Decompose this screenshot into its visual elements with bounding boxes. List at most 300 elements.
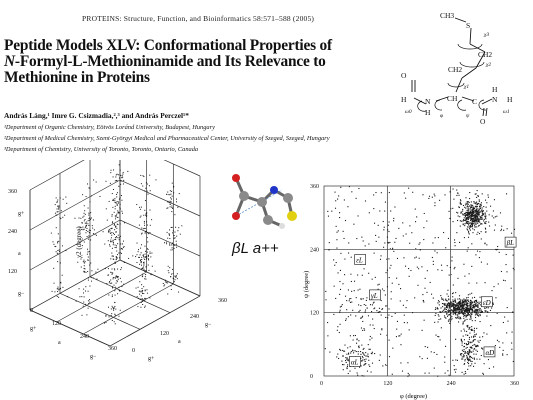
data-point (371, 353, 372, 354)
data-point (340, 310, 341, 311)
torsion-chi1: χ1 (464, 84, 470, 90)
data-point-3d (136, 288, 137, 289)
data-point-3d (169, 233, 170, 234)
data-point (450, 306, 451, 307)
data-point (351, 301, 352, 302)
data-point (466, 307, 467, 308)
data-point (467, 227, 468, 228)
data-point (489, 368, 490, 369)
data-point-3d (117, 180, 118, 181)
data-point (462, 304, 463, 305)
data-point-3d (106, 208, 107, 209)
data-point (454, 300, 455, 301)
data-point-3d (57, 296, 58, 297)
data-point (469, 307, 470, 308)
data-point (466, 319, 467, 320)
data-point (339, 349, 340, 350)
data-point (462, 301, 463, 302)
data-point-3d (82, 315, 83, 316)
data-point (381, 328, 382, 329)
data-point (474, 330, 475, 331)
data-point-3d (150, 253, 151, 254)
data-point (468, 306, 469, 307)
data-point (458, 312, 459, 313)
data-point (440, 295, 441, 296)
data-point (364, 304, 365, 305)
data-point (466, 355, 467, 356)
data-point (465, 302, 466, 303)
data-point-3d (91, 218, 92, 219)
data-point (492, 290, 493, 291)
data-point (460, 306, 461, 307)
data-point (464, 304, 465, 305)
data-point-3d (120, 223, 121, 224)
data-point-3d (174, 276, 175, 277)
data-point (474, 328, 475, 329)
data-point-3d (121, 195, 122, 196)
data-point-3d (167, 238, 168, 239)
data-point (463, 220, 464, 221)
data-point (344, 199, 345, 200)
data-point-3d (170, 194, 171, 195)
data-point (463, 310, 464, 311)
data-point (474, 219, 475, 220)
data-point-3d (172, 247, 173, 248)
data-point (456, 195, 457, 196)
data-point-3d (53, 268, 54, 269)
y-tick-240: 240 (190, 314, 199, 320)
data-point-3d (81, 296, 82, 297)
data-point (345, 296, 346, 297)
data-point (475, 303, 476, 304)
data-point (513, 255, 514, 256)
data-point (467, 359, 468, 360)
data-point-3d (86, 228, 87, 229)
data-point-3d (117, 257, 118, 258)
data-point-3d (109, 281, 110, 282)
data-point-3d (112, 256, 113, 257)
data-point (465, 197, 466, 198)
data-point (345, 320, 346, 321)
data-point (388, 231, 389, 232)
data-point (394, 206, 395, 207)
data-point (483, 213, 484, 214)
data-point (459, 216, 460, 217)
data-point-3d (176, 247, 177, 248)
data-point (366, 356, 367, 357)
floor-grid-line (120, 260, 200, 296)
data-point-3d (120, 236, 121, 237)
data-point (470, 204, 471, 205)
data-point (472, 221, 473, 222)
data-point (478, 221, 479, 222)
data-point-3d (115, 232, 116, 233)
data-point (363, 240, 364, 241)
data-point (468, 353, 469, 354)
data-point (448, 319, 449, 320)
data-point (469, 314, 470, 315)
data-point (483, 206, 484, 207)
side-wall-grid-line (120, 160, 200, 176)
data-point (487, 312, 488, 313)
data-point (414, 257, 415, 258)
data-point-3d (57, 201, 58, 202)
data-point (457, 193, 458, 194)
data-point (481, 210, 482, 211)
data-point (497, 249, 498, 250)
data-point-3d (114, 200, 115, 201)
data-point-3d (176, 201, 177, 202)
data-point (449, 311, 450, 312)
data-point (465, 300, 466, 301)
torsion-chi2: χ2 (486, 62, 492, 68)
data-point-3d (88, 300, 89, 301)
data-point (456, 306, 457, 307)
data-point (415, 248, 416, 249)
data-point-3d (84, 229, 85, 230)
data-point (470, 222, 471, 223)
data-point-3d (117, 224, 118, 225)
data-point-3d (123, 183, 124, 184)
data-point (475, 214, 476, 215)
data-point-3d (86, 230, 87, 231)
data-point (471, 314, 472, 315)
data-point (392, 283, 393, 284)
x-tick-240: 240 (80, 334, 89, 340)
conformer-label: βL a++ (232, 240, 279, 257)
data-point-3d (141, 228, 142, 229)
data-point (479, 303, 480, 304)
atom-h-n2a: H (492, 85, 498, 94)
data-point-3d (94, 229, 95, 230)
data-point-3d (109, 316, 110, 317)
data-point-3d (88, 208, 89, 209)
data-point (468, 208, 469, 209)
data-point (361, 361, 362, 362)
data-point-3d (108, 268, 109, 269)
data-point (466, 297, 467, 298)
data-point-3d (144, 221, 145, 222)
data-point (432, 242, 433, 243)
data-point (419, 356, 420, 357)
data-point (475, 314, 476, 315)
data-point-3d (139, 264, 140, 265)
data-point (471, 266, 472, 267)
data-point-3d (115, 315, 116, 316)
data-point (437, 252, 438, 253)
data-point (336, 239, 337, 240)
y-tick-label: 0 (310, 374, 313, 380)
data-point (470, 347, 471, 348)
affiliation-2: ²Department of Medical Chemistry, Szent-Györgyi Medical and Pharmaceutical Center, University of Szeged, Szeged, Hungary (4, 135, 330, 142)
data-point-3d (149, 210, 150, 211)
data-point-3d (171, 191, 172, 192)
data-point (479, 220, 480, 221)
data-point (370, 324, 371, 325)
data-point-3d (170, 190, 171, 191)
data-point (476, 328, 477, 329)
data-point (425, 278, 426, 279)
data-point (464, 349, 465, 350)
data-point (464, 303, 465, 304)
data-point (342, 364, 343, 365)
data-point (489, 214, 490, 215)
data-point (435, 309, 436, 310)
data-point (468, 224, 469, 225)
data-point (372, 304, 373, 305)
data-point-3d (108, 307, 109, 308)
data-point-3d (148, 233, 149, 234)
data-point (479, 212, 480, 213)
data-point (393, 218, 394, 219)
data-point (441, 265, 442, 266)
data-point (499, 252, 500, 253)
data-point (500, 212, 501, 213)
data-point-3d (122, 213, 123, 214)
data-point (357, 338, 358, 339)
data-point (467, 303, 468, 304)
data-point-3d (114, 225, 115, 226)
data-point (471, 205, 472, 206)
data-point-3d (83, 306, 84, 307)
data-point (448, 321, 449, 322)
data-point-3d (118, 202, 119, 203)
data-point-3d (64, 215, 65, 216)
data-point (481, 231, 482, 232)
data-point-3d (93, 233, 94, 234)
data-point-3d (179, 193, 180, 194)
data-point (469, 212, 470, 213)
data-point-3d (117, 254, 118, 255)
data-point (477, 345, 478, 346)
data-point (471, 243, 472, 244)
data-point-3d (113, 308, 114, 309)
data-point (385, 364, 386, 365)
data-point (456, 318, 457, 319)
z-tick-gplus: g+ (18, 211, 25, 217)
data-point (471, 348, 472, 349)
data-point (402, 371, 403, 372)
data-point-3d (141, 268, 142, 269)
data-point (474, 344, 475, 345)
data-point-3d (112, 287, 113, 288)
data-point-3d (60, 238, 61, 239)
data-point (346, 354, 347, 355)
data-point (380, 255, 381, 256)
data-point (439, 200, 440, 201)
side-wall-grid-line (120, 220, 200, 256)
data-point-3d (84, 265, 85, 266)
data-point (506, 332, 507, 333)
data-point-3d (144, 223, 145, 224)
data-point (412, 312, 413, 313)
data-point (470, 220, 471, 221)
data-point (409, 225, 410, 226)
data-point-3d (116, 280, 117, 281)
data-point-3d (58, 208, 59, 209)
data-point-3d (172, 249, 173, 250)
data-point (481, 310, 482, 311)
data-point (354, 368, 355, 369)
data-point (474, 226, 475, 227)
data-point (350, 274, 351, 275)
data-point (471, 304, 472, 305)
data-point-3d (51, 233, 52, 234)
data-point (362, 357, 363, 358)
data-point-3d (83, 289, 84, 290)
data-point (460, 202, 461, 203)
data-point (472, 358, 473, 359)
data-point-3d (148, 256, 149, 257)
data-point-3d (86, 196, 87, 197)
data-point (455, 312, 456, 313)
data-point (464, 346, 465, 347)
data-point-3d (127, 171, 128, 172)
data-point (378, 237, 379, 238)
data-point (468, 343, 469, 344)
data-point (464, 360, 465, 361)
data-point (461, 221, 462, 222)
data-point (455, 245, 456, 246)
data-point-3d (142, 299, 143, 300)
data-point (467, 216, 468, 217)
data-point (471, 351, 472, 352)
data-point (338, 272, 339, 273)
data-point (456, 190, 457, 191)
data-point (422, 330, 423, 331)
data-point (484, 307, 485, 308)
data-point-3d (148, 265, 149, 266)
data-point (442, 306, 443, 307)
data-point (346, 318, 347, 319)
data-point (446, 306, 447, 307)
data-point (440, 339, 441, 340)
data-point (462, 209, 463, 210)
data-point (374, 253, 375, 254)
y-tick-gminus: g− (205, 322, 212, 328)
data-point-3d (88, 308, 89, 309)
data-point (481, 238, 482, 239)
data-point (459, 311, 460, 312)
data-point (472, 309, 473, 310)
data-point-3d (93, 179, 94, 180)
data-point-3d (148, 258, 149, 259)
data-point (471, 218, 472, 219)
data-point-3d (168, 266, 169, 267)
data-point (346, 359, 347, 360)
data-point (468, 237, 469, 238)
data-point (467, 221, 468, 222)
data-point-3d (116, 196, 117, 197)
data-point (459, 313, 460, 314)
data-point (451, 309, 452, 310)
data-point-3d (117, 210, 118, 211)
data-point-3d (74, 218, 75, 219)
data-point (354, 290, 355, 291)
data-point (467, 351, 468, 352)
data-point-3d (83, 302, 84, 303)
data-point (342, 283, 343, 284)
data-point (482, 211, 483, 212)
data-point-3d (87, 231, 88, 232)
data-point (350, 302, 351, 303)
data-point (489, 225, 490, 226)
data-point (479, 216, 480, 217)
data-point (469, 233, 470, 234)
data-point (433, 261, 434, 262)
data-point-3d (85, 304, 86, 305)
title-n-prefix: N (4, 53, 15, 70)
data-point-3d (89, 220, 90, 221)
data-point (469, 339, 470, 340)
data-point (357, 274, 358, 275)
data-point-3d (146, 182, 147, 183)
data-point (389, 277, 390, 278)
data-point-3d (112, 241, 113, 242)
data-point-3d (85, 261, 86, 262)
data-point (350, 353, 351, 354)
data-point (477, 206, 478, 207)
data-point-3d (144, 300, 145, 301)
data-point (438, 300, 439, 301)
data-point (472, 361, 473, 362)
data-point-3d (78, 218, 79, 219)
data-point (468, 211, 469, 212)
data-point-3d (118, 276, 119, 277)
data-point (339, 217, 340, 218)
data-point (467, 356, 468, 357)
data-point (445, 311, 446, 312)
data-point (486, 202, 487, 203)
data-point (345, 360, 346, 361)
data-point (456, 312, 457, 313)
data-point (331, 211, 332, 212)
data-point (360, 354, 361, 355)
data-point-3d (173, 244, 174, 245)
data-point-3d (112, 286, 113, 287)
data-point (410, 270, 411, 271)
data-point-3d (141, 265, 142, 266)
data-point (425, 346, 426, 347)
data-point (477, 304, 478, 305)
data-point-3d (104, 244, 105, 245)
data-point-3d (116, 245, 117, 246)
data-point (485, 217, 486, 218)
data-point (465, 315, 466, 316)
data-point-3d (121, 286, 122, 287)
data-point (453, 308, 454, 309)
data-point (405, 266, 406, 267)
data-point (362, 330, 363, 331)
data-point-3d (83, 216, 84, 217)
data-point (478, 316, 479, 317)
data-point (465, 371, 466, 372)
psi-axis-label: ψ (degree) (303, 270, 310, 298)
data-point-3d (118, 252, 119, 253)
data-point (434, 352, 435, 353)
data-point (473, 223, 474, 224)
data-point-3d (113, 277, 114, 278)
data-point (467, 208, 468, 209)
data-point-3d (145, 274, 146, 275)
data-point (511, 342, 512, 343)
data-point-3d (142, 175, 143, 176)
data-point-3d (112, 228, 113, 229)
data-point-3d (155, 271, 156, 272)
data-point (473, 354, 474, 355)
data-point-3d (91, 277, 92, 278)
data-point (460, 199, 461, 200)
